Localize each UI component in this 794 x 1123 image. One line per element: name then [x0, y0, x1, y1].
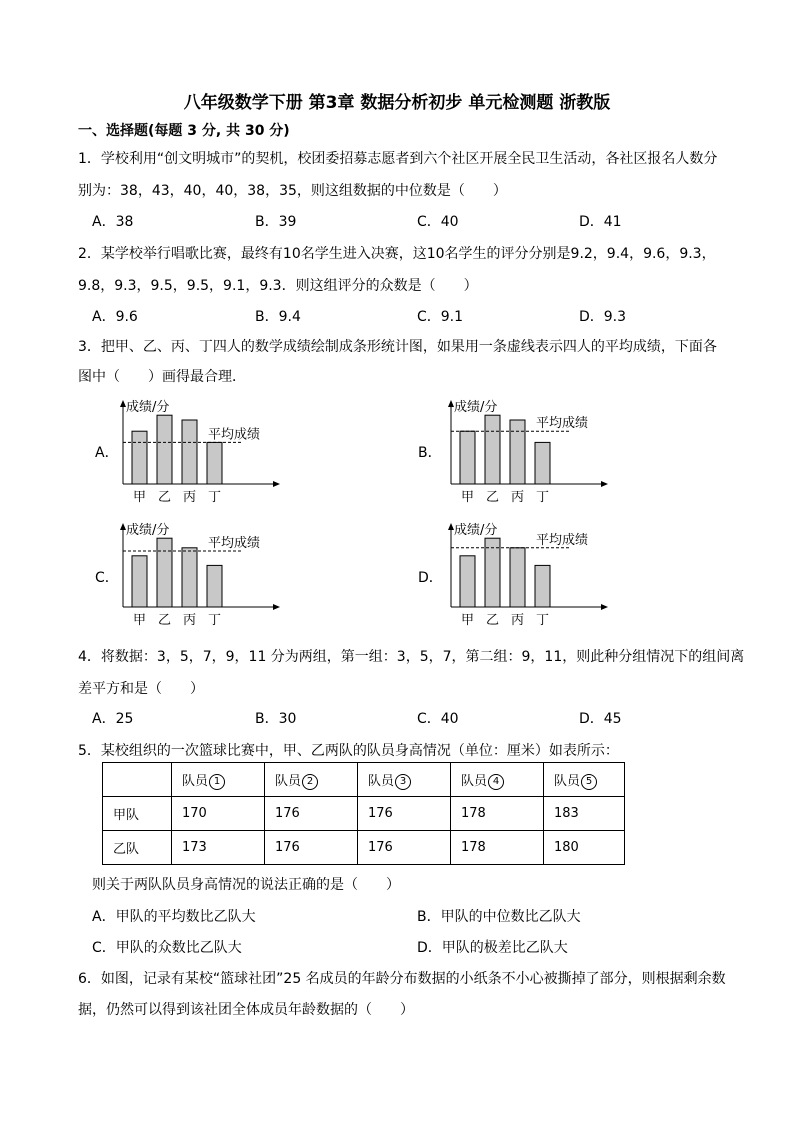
bar: [460, 556, 475, 607]
x-tick-label: 甲: [460, 613, 475, 628]
page-title: 八年级数学下册 第3章 数据分析初步 单元检测题 浙教版: [183, 93, 611, 113]
q3-chart-d: [438, 515, 613, 630]
q3-line2: 图中（ ）画得最合理．: [78, 369, 246, 385]
circled-number: 1: [209, 774, 225, 790]
q5-line1: 5．某校组织的一次篮球比赛中，甲、乙两队的队员身高情况（单位：厘米）如表所示：: [78, 743, 619, 759]
bar: [182, 548, 197, 607]
table-header-cell: [358, 763, 451, 797]
x-tick-label: 甲: [132, 490, 147, 505]
header-text: 队员: [554, 773, 581, 789]
q1-option-c[interactable]: C．40: [417, 214, 459, 230]
q2-option-a[interactable]: A．9.6: [92, 309, 138, 325]
x-tick-label: 丙: [510, 613, 525, 628]
bar: [207, 442, 222, 484]
q5-option-a[interactable]: A．甲队的平均数比乙队大: [92, 909, 256, 925]
table-header-cell: [172, 763, 265, 797]
q4-option-a[interactable]: A．25: [92, 711, 134, 727]
q1-option-d[interactable]: D．41: [579, 214, 622, 230]
x-axis-arrow: [601, 604, 608, 610]
bar: [207, 565, 222, 607]
q1-line2: 别为：38，43，40，40，38，35，则这组数据的中位数是（ ）: [78, 183, 507, 199]
table-header-row: [103, 763, 625, 797]
table-cell: 178: [451, 797, 544, 831]
q3-option-c-label[interactable]: C．: [95, 570, 119, 586]
table-cell: 178: [451, 831, 544, 865]
team-cell: 甲队: [103, 797, 172, 831]
header-text: 队员: [461, 773, 488, 789]
table-cell: 176: [358, 831, 451, 865]
q3-line1: 3．把甲、乙、丙、丁四人的数学成绩绘制成条形统计图，如果用一条虚线表示四人的平均成绩，下面各: [78, 339, 717, 355]
q4-line2: 差平方和是（ ）: [78, 681, 204, 697]
table-cell: 176: [358, 797, 451, 831]
q6-line2: 据，仍然可以得到该社团全体成员年龄数据的（ ）: [78, 1002, 414, 1018]
x-tick-label: 丙: [182, 490, 197, 505]
x-tick-label: 乙: [157, 490, 172, 505]
x-tick-label: 丁: [207, 490, 222, 505]
circled-number: 5: [581, 774, 597, 790]
y-axis-label: 成绩/分: [454, 400, 498, 415]
circled-number: 3: [395, 774, 411, 790]
x-tick-label: 甲: [460, 490, 475, 505]
table-header-cell: [544, 763, 625, 797]
x-axis-arrow: [273, 481, 280, 487]
table-row: [103, 797, 625, 831]
header-text: 队员: [182, 773, 209, 789]
bar: [535, 442, 550, 484]
q3-option-b-label[interactable]: B．: [418, 445, 442, 461]
q3-option-a-label[interactable]: A．: [95, 445, 119, 461]
team-cell: 乙队: [103, 831, 172, 865]
x-tick-label: 丙: [182, 613, 197, 628]
y-axis-label: 成绩/分: [126, 400, 170, 415]
circled-number: 2: [302, 774, 318, 790]
height-table: [102, 762, 625, 865]
table-row: [103, 831, 625, 865]
bar: [132, 556, 147, 607]
table-header-cell: [451, 763, 544, 797]
q2-option-c[interactable]: C．9.1: [417, 309, 464, 325]
bar: [157, 415, 172, 484]
q1-option-a[interactable]: A．38: [92, 214, 134, 230]
bar: [157, 538, 172, 607]
bar: [485, 415, 500, 484]
q5-option-b[interactable]: B．甲队的中位数比乙队大: [417, 909, 581, 925]
q4-option-d[interactable]: D．45: [579, 711, 622, 727]
bar: [510, 548, 525, 607]
bar: [460, 431, 475, 484]
y-axis-label: 成绩/分: [454, 523, 498, 538]
q4-line1: 4．将数据：3，5，7，9，11 分为两组，第一组：3，5，7，第二组：9，11，则此种分组情况下的组间离: [78, 649, 745, 665]
q4-option-b[interactable]: B．30: [255, 711, 297, 727]
q5-option-c[interactable]: C．甲队的众数比乙队大: [92, 940, 242, 956]
x-axis-arrow: [273, 604, 280, 610]
header-text: 队员: [368, 773, 395, 789]
q3-chart-a: [110, 392, 285, 507]
x-tick-label: 乙: [485, 490, 500, 505]
q2-option-b[interactable]: B．9.4: [255, 309, 301, 325]
q3-option-d-label[interactable]: D．: [418, 570, 443, 586]
q5-option-d[interactable]: D．甲队的极差比乙队大: [417, 940, 568, 956]
x-tick-label: 乙: [485, 613, 500, 628]
table-cell: 183: [544, 797, 625, 831]
table-cell: 176: [265, 797, 358, 831]
bar: [485, 538, 500, 607]
x-tick-label: 丁: [535, 490, 550, 505]
x-tick-label: 丁: [535, 613, 550, 628]
q2-option-d[interactable]: D．9.3: [579, 309, 627, 325]
header-text: 队员: [275, 773, 302, 789]
x-tick-label: 乙: [157, 613, 172, 628]
q2-line1: 2．某学校举行唱歌比赛，最终有10名学生进入决赛，这10名学生的评分分别是9.2，9.4，9.6，9.3，: [78, 246, 716, 262]
x-tick-label: 甲: [132, 613, 147, 628]
average-label: 平均成绩: [536, 532, 589, 548]
q1-option-b[interactable]: B．39: [255, 214, 297, 230]
q4-option-c[interactable]: C．40: [417, 711, 459, 727]
average-label: 平均成绩: [208, 427, 261, 443]
q1-line1: 1．学校利用“创文明城市”的契机，校团委招募志愿者到六个社区开展全民卫生活动，各社区报名人数分: [78, 151, 718, 167]
x-axis-arrow: [601, 481, 608, 487]
average-label: 平均成绩: [208, 536, 261, 551]
table-cell: 173: [172, 831, 265, 865]
q5-stem: 则关于两队队员身高情况的说法正确的是（ ）: [92, 877, 400, 893]
q2-line2: 9.8，9.3，9.5，9.5，9.1，9.3．则这组评分的众数是（ ）: [78, 278, 478, 294]
bar: [182, 420, 197, 484]
average-label: 平均成绩: [536, 416, 589, 432]
bar: [132, 431, 147, 484]
x-tick-label: 丙: [510, 490, 525, 505]
table-corner-cell: [103, 763, 172, 797]
q3-chart-b: [438, 392, 613, 507]
table-header-cell: [265, 763, 358, 797]
bar: [535, 565, 550, 607]
section-heading: 一、选择题(每题 3 分, 共 30 分): [78, 123, 290, 139]
q3-chart-c: [110, 515, 285, 630]
x-tick-label: 丁: [207, 613, 222, 628]
bar: [510, 420, 525, 484]
table-cell: 176: [265, 831, 358, 865]
table-cell: 180: [544, 831, 625, 865]
y-axis-label: 成绩/分: [126, 523, 170, 538]
circled-number: 4: [488, 774, 504, 790]
table-cell: 170: [172, 797, 265, 831]
q6-line1: 6．如图，记录有某校“篮球社团”25 名成员的年龄分布数据的小纸条不小心被撕掉了部分，则根据剩余数: [78, 971, 726, 987]
